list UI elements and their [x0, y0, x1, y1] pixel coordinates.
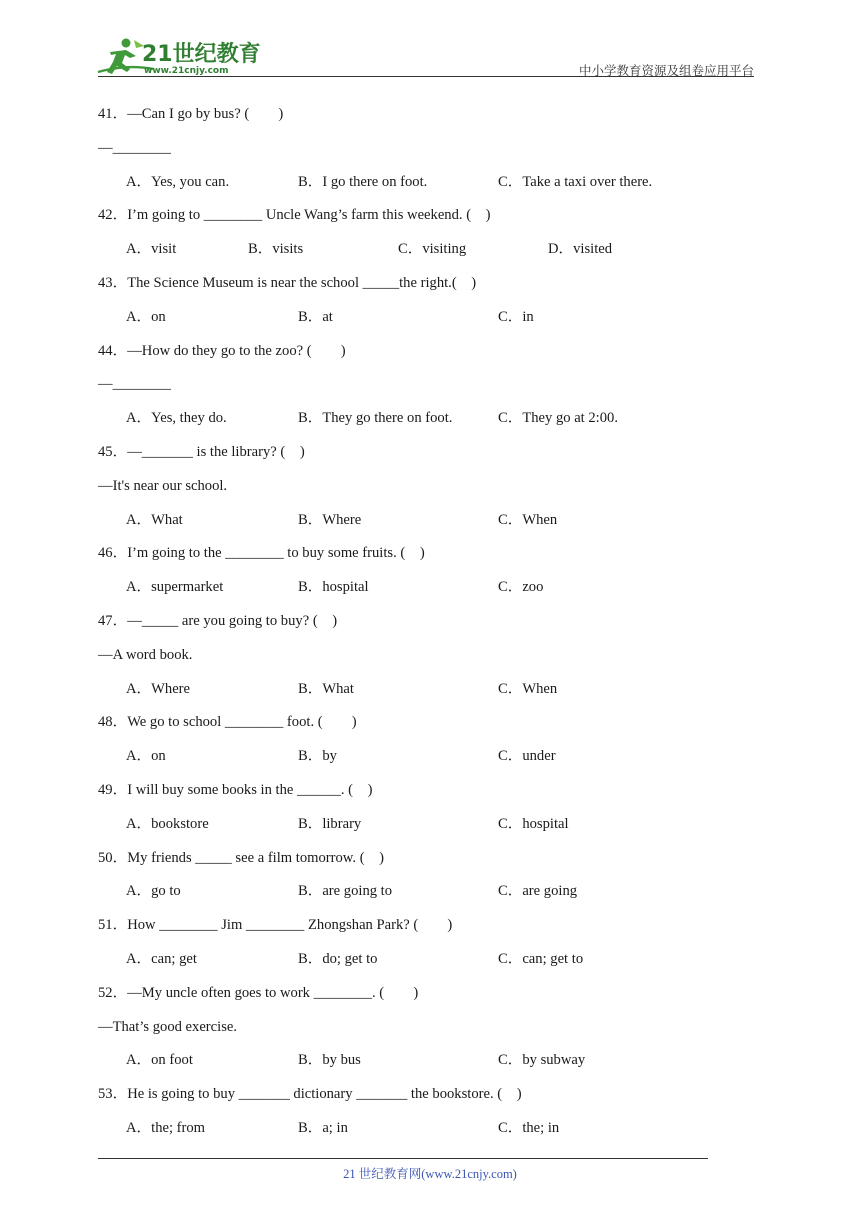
option-b: B．by bus [298, 1052, 361, 1069]
question-stem: 45．—_______ is the library? ( ) [98, 443, 305, 460]
option-b: B．hospital [298, 579, 369, 596]
options-row [98, 233, 778, 267]
option-c: C．in [498, 308, 534, 325]
footer-divider [98, 1158, 708, 1159]
option-b: B．I go there on foot. [298, 173, 428, 190]
option-c: C．When [498, 680, 558, 697]
answer-line: —It's near our school. [98, 477, 228, 494]
question-stem: 53．He is going to buy _______ dictionary _______ the bookstore. ( ) [98, 1086, 522, 1103]
option-b: B．visits [248, 241, 304, 258]
options-row [98, 875, 778, 909]
option-b: B．do; get to [298, 950, 378, 967]
logo-text: 21世纪教育 [142, 42, 261, 67]
option-c: C．by subway [498, 1052, 586, 1069]
options-row [98, 571, 778, 605]
answer-line: —A word book. [98, 646, 193, 663]
option-c: C．are going [498, 883, 578, 900]
option-a: A．on foot [126, 1052, 193, 1069]
option-c: C．hospital [498, 815, 569, 832]
option-c: C．can; get to [498, 950, 584, 967]
site-logo [96, 36, 266, 78]
answer-line: —That’s good exercise. [98, 1018, 238, 1035]
option-a: A．What [126, 511, 183, 528]
option-a: A．can; get [126, 950, 197, 967]
question-stem: 49．I will buy some books in the ______. ( ) [98, 781, 373, 798]
option-c: C．under [498, 748, 556, 765]
options-row [98, 301, 778, 335]
answer-line: —________ [98, 139, 171, 156]
option-b: B．a; in [298, 1119, 348, 1136]
logo-url: www.21cnjy.com [144, 66, 229, 76]
option-b: B．are going to [298, 883, 393, 900]
option-a: A．on [126, 308, 166, 325]
option-a: A．Where [126, 680, 191, 697]
question-stem: 41．—Can I go by bus? ( ) [98, 106, 284, 122]
options-row [98, 1044, 778, 1078]
option-c: C．When [498, 511, 558, 528]
options-row [98, 402, 778, 436]
option-c: C．Take a taxi over there. [498, 173, 653, 190]
option-b: B．library [298, 815, 362, 832]
question-stem: 46．I’m going to the ________ to buy some fruits. ( ) [98, 545, 425, 562]
option-a: A．the; from [126, 1119, 206, 1136]
question-stem: 43．The Science Museum is near the school _____the right.( ) [98, 274, 477, 291]
option-a: A．Yes, they do. [126, 410, 227, 427]
question-stem: 52．—My uncle often goes to work ________. ( ) [98, 984, 419, 1001]
option-a: A．go to [126, 883, 181, 900]
options-row [98, 943, 778, 977]
option-b: B．Where [298, 511, 362, 528]
option-d: D．visited [548, 241, 613, 258]
option-b: B．They go there on foot. [298, 410, 453, 427]
option-b: B．by [298, 748, 337, 765]
options-row [98, 1112, 778, 1146]
option-a: A．supermarket [126, 579, 224, 596]
question-stem: 47．—_____ are you going to buy? ( ) [98, 612, 338, 629]
question-stem: 44．—How do they go to the zoo? ( ) [98, 342, 346, 359]
question-stem: 42．I’m going to ________ Uncle Wang’s farm this weekend. ( ) [98, 207, 491, 224]
question-stem: 50．My friends _____ see a film tomorrow. ( ) [98, 849, 385, 866]
option-c: C．visiting [398, 241, 467, 258]
option-b: B．at [298, 308, 333, 325]
option-c: C．the; in [498, 1119, 560, 1136]
header-divider [98, 76, 754, 77]
option-c: C．They go at 2:00. [498, 410, 618, 427]
option-a: A．visit [126, 241, 177, 258]
option-a: A．bookstore [126, 815, 209, 832]
header-platform-text: 中小学教育资源及组卷应用平台 [578, 63, 754, 78]
options-row [98, 166, 778, 200]
question-list [98, 98, 778, 1146]
footer-text: 21 世纪教育网(www.21cnjy.com) [343, 1167, 517, 1181]
options-row [98, 673, 778, 707]
options-row [98, 740, 778, 774]
option-c: C．zoo [498, 579, 544, 596]
option-b: B．What [298, 680, 354, 697]
question-stem: 48．We go to school ________ foot. ( ) [98, 714, 357, 731]
options-row [98, 504, 778, 538]
option-a: A．on [126, 748, 166, 765]
question-stem: 51．How ________ Jim ________ Zhongshan Park? ( ) [98, 917, 453, 934]
option-a: A．Yes, you can. [126, 173, 230, 190]
options-row [98, 808, 778, 842]
answer-line: —________ [98, 376, 171, 393]
